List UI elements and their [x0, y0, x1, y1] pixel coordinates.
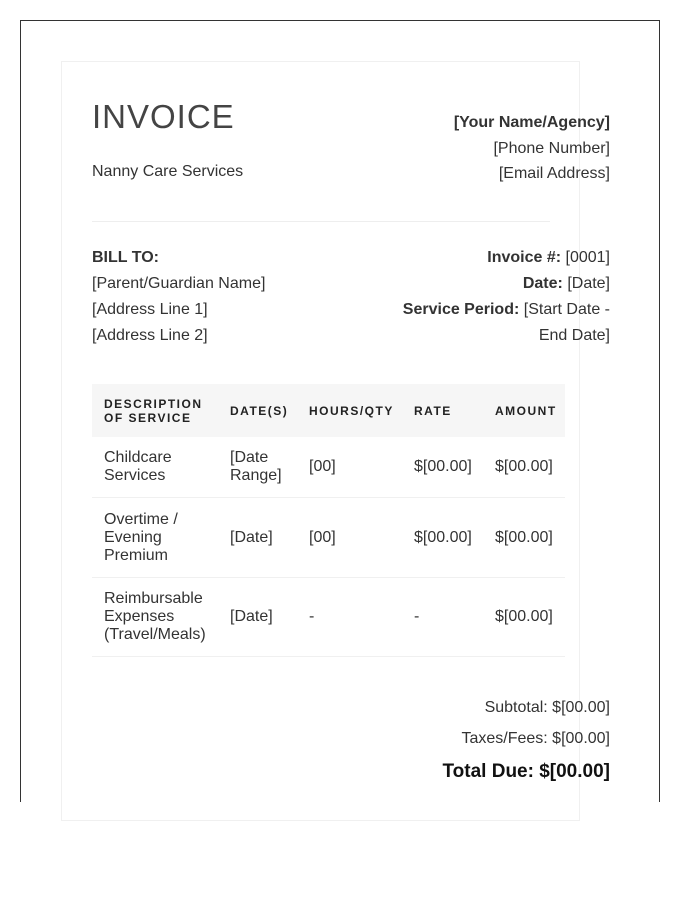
cell-dates: [Date]: [218, 578, 297, 657]
cell-rate: -: [402, 578, 483, 657]
cell-hours: [00]: [297, 498, 402, 578]
column-header-description: DESCRIPTION OF SERVICE: [92, 384, 218, 437]
cell-description: Childcare Services: [92, 437, 218, 498]
cell-description: Overtime / Evening Premium: [92, 498, 218, 578]
cell-dates: [Date]: [218, 498, 297, 578]
table-row: [92, 498, 565, 578]
cell-rate: $[00.00]: [402, 498, 483, 578]
service-period-row: [395, 297, 610, 349]
bill-to-heading: BILL TO:: [92, 249, 159, 266]
invoice-number-label: Invoice #:: [487, 249, 562, 266]
column-header-hours: HOURS/QTY: [297, 384, 402, 437]
service-period-value: [Start Date - End Date]: [523, 301, 610, 344]
table-header-row: [92, 384, 565, 437]
bill-to-block: [92, 245, 265, 349]
section-divider: [92, 221, 550, 222]
taxes-fees: Taxes/Fees: $[00.00]: [461, 730, 610, 747]
cell-rate: $[00.00]: [402, 437, 483, 498]
invoice-number-value: [0001]: [565, 249, 610, 266]
subtotal: Subtotal: $[00.00]: [484, 699, 610, 716]
total-due: Total Due: $[00.00]: [442, 761, 610, 782]
address-line-2: [Address Line 2]: [92, 327, 208, 344]
provider-email: [Email Address]: [498, 165, 610, 182]
cell-description: Reimbursable Expenses (Travel/Meals): [92, 578, 218, 657]
address-line-1: [Address Line 1]: [92, 301, 208, 318]
column-header-dates: DATE(S): [218, 384, 297, 437]
provider-name: [Your Name/Agency]: [453, 114, 610, 131]
provider-phone: [Phone Number]: [493, 139, 610, 157]
totals-block: [442, 698, 610, 784]
column-header-rate: RATE: [402, 384, 483, 437]
client-name: [Parent/Guardian Name]: [92, 275, 266, 292]
invoice-number-row: [395, 245, 610, 271]
provider-info: [454, 110, 610, 187]
cell-hours: -: [297, 578, 402, 657]
date-value: [Date]: [567, 275, 610, 292]
cell-amount: $[00.00]: [483, 578, 565, 657]
cell-amount: $[00.00]: [483, 498, 565, 578]
date-label: Date:: [522, 275, 563, 292]
invoice-title: INVOICE: [92, 98, 235, 135]
cell-hours: [00]: [297, 437, 402, 498]
invoice-meta: [395, 245, 610, 349]
table-row: [92, 437, 565, 498]
service-tagline: Nanny Care Services: [92, 163, 244, 180]
cell-dates: [Date Range]: [218, 437, 297, 498]
date-row: [395, 271, 610, 297]
table-row: [92, 578, 565, 657]
column-header-amount: AMOUNT: [483, 384, 565, 437]
cell-amount: $[00.00]: [483, 437, 565, 498]
service-period-label: Service Period:: [402, 301, 520, 318]
line-items-table: [92, 384, 565, 657]
